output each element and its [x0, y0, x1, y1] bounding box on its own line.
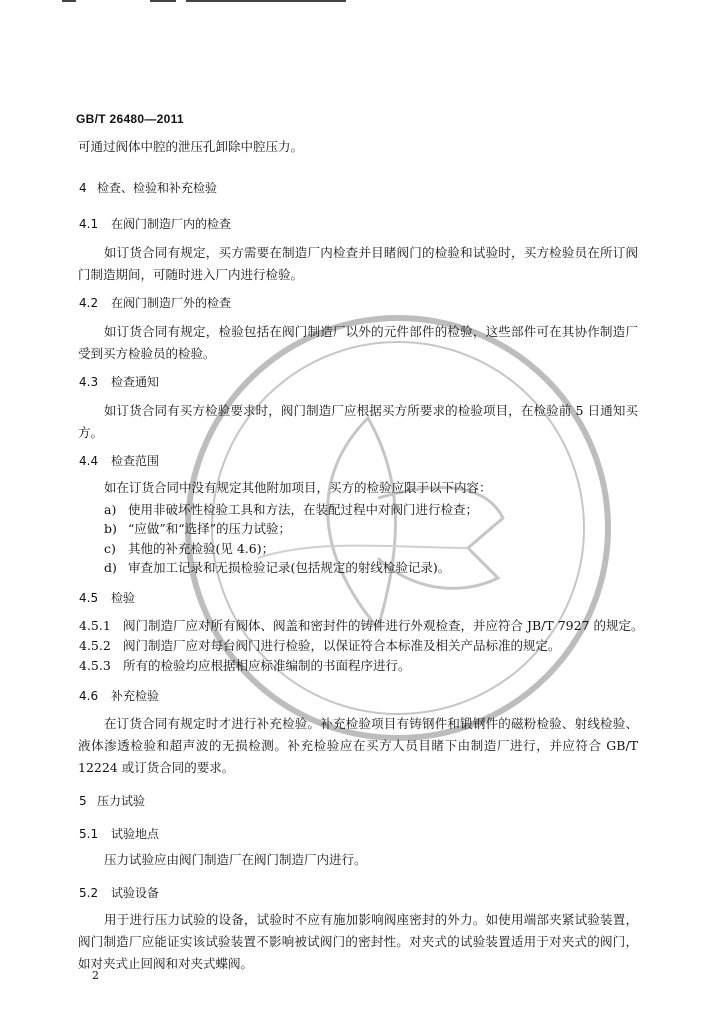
scan-mark: [62, 0, 76, 2]
list-item: b) “应做”和“选择”的压力试验；: [104, 521, 292, 536]
scan-mark: [186, 0, 346, 2]
intro-paragraph: 可通过阀体中腔的泄压孔卸除中腔压力。: [78, 139, 304, 154]
paragraph: 如订货合同有买方检验要求时，阀门制造厂应根据买方所要求的检验项目，在检验前 5 日通知买方。: [78, 403, 638, 440]
subsection-heading: 5.2 试验设备: [79, 886, 160, 900]
paragraph: 在订货合同有规定时才进行补充检验。补充检验项目有铸钢件和锻钢件的磁粉检验、射线检验、液体渗透检验和超声波的无损检测。补充检验应在买方人员目睹下由制造厂进行，并应符合 GB/T 12224 或订货合同的要求。: [78, 716, 638, 775]
subsection-heading: 4.4 检查范围: [79, 454, 160, 468]
section-heading: 4 检查、检验和补充检验: [79, 181, 218, 195]
clause: 4.5.3 所有的检验均应根据相应标准编制的书面程序进行。: [79, 658, 411, 673]
subsection-heading: 4.6 补充检验: [79, 689, 160, 703]
scan-mark: [150, 0, 176, 2]
paragraph: 压力试验应由阀门制造厂在阀门制造厂内进行。: [104, 852, 367, 867]
subsection-heading: 4.5 检验: [79, 591, 136, 605]
list-item: d) 审查加工记录和无损检验记录(包括规定的射线检验记录)。: [104, 560, 451, 575]
paragraph: 用于进行压力试验的设备，试验时不应有施加影响阀座密封的外力。如使用端部夹紧试验装置，阀门制造厂应能证实该试验装置不影响被试阀门的密封性。对夹式的试验装置适用于对夹式的阀门，如对夹式止回阀和对夹式蝶阀。: [78, 912, 638, 971]
list-item: a) 使用非破坏性检验工具和方法，在装配过程中对阀门进行检查；: [104, 502, 479, 517]
subsection-heading: 5.1 试验地点: [79, 827, 160, 841]
subsection-heading: 4.3 检查通知: [79, 375, 160, 389]
paragraph: 如订货合同有规定，买方需要在制造厂内检查并目睹阀门的检验和试验时，买方检验员在所订阀门制造期间，可随时进入厂内进行检验。: [78, 245, 638, 282]
list-item: c) 其他的补充检验(见 4.6)；: [104, 541, 275, 556]
subsection-heading: 4.1 在阀门制造厂内的检查: [79, 217, 232, 231]
paragraph: 如订货合同有规定，检验包括在阀门制造厂以外的元件部件的检验，这些部件可在其协作制造厂受到买方检验员的检验。: [78, 324, 638, 361]
clause: 4.5.2 阀门制造厂应对每台阀门进行检验，以保证符合本标准及相关产品标准的规定。: [79, 638, 561, 653]
standard-code: GB/T 26480—2011: [76, 112, 184, 126]
page-number: 2: [92, 969, 99, 982]
paragraph: 如在订货合同中没有规定其他附加项目，买方的检验应限于以下内容：: [104, 480, 492, 495]
subsection-heading: 4.2 在阀门制造厂外的检查: [79, 296, 232, 310]
clause: 4.5.1 阀门制造厂应对所有阀体、阀盖和密封件的铸件进行外观检查，并应符合 JB/T 7927 的规定。: [79, 618, 644, 633]
section-heading: 5 压力试验: [79, 794, 146, 808]
